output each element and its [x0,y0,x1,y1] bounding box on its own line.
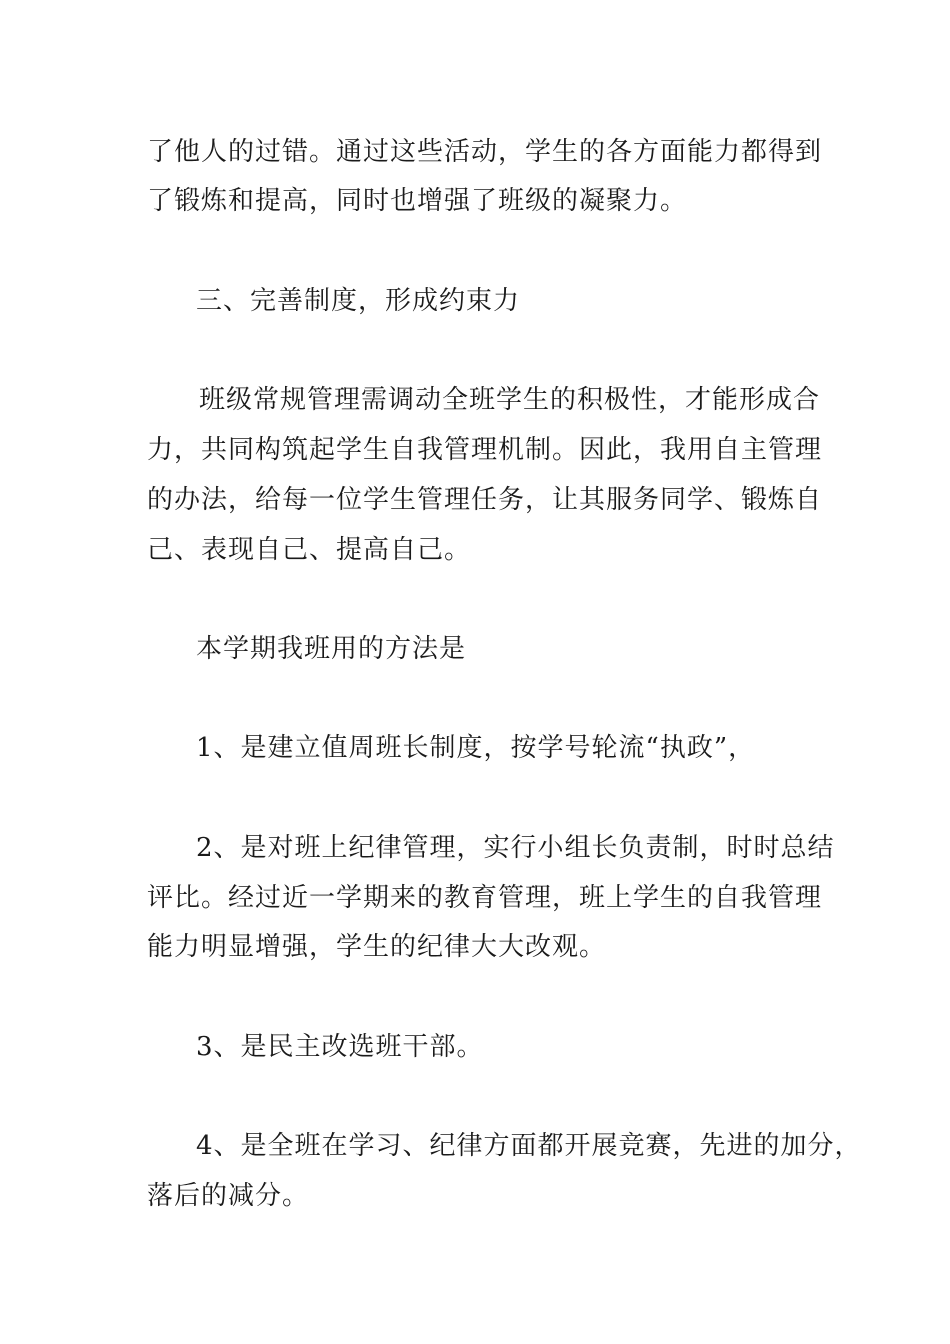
list-item-2-cont-2: 能力明显增强，学生的纪律大大改观。 [147,932,607,962]
text-line-3: 班级常规管理需调动全班学生的积极性，才能形成合 [199,385,821,415]
section-heading: 三、完善制度，形成约束力 [196,286,521,316]
text-line-4: 力，共同构筑起学生自我管理机制。因此，我用自主管理 [147,435,823,465]
text-line-5: 的办法，给每一位学生管理任务，让其服务同学、锻炼自 [147,485,823,515]
text-line-1: 了他人的过错。通过这些活动，学生的各方面能力都得到 [147,137,823,167]
text-line-7: 本学期我班用的方法是 [196,634,467,664]
list-item-2: 2、是对班上纪律管理，实行小组长负责制，时时总结 [196,833,835,863]
list-item-2-cont-1: 评比。经过近一学期来的教育管理，班上学生的自我管理 [147,883,823,913]
list-item-4: 4、是全班在学习、纪律方面都开展竞赛，先进的加分， [196,1131,862,1161]
list-item-1: 1、是建立值周班长制度，按学号轮流“执政”， [196,733,756,763]
list-item-3: 3、是民主改选班干部。 [196,1032,484,1062]
list-item-4-cont: 落后的减分。 [147,1181,310,1211]
text-line-2: 了锻炼和提高，同时也增强了班级的凝聚力。 [147,186,688,216]
text-line-6: 己、表现自己、提高自己。 [147,535,472,565]
